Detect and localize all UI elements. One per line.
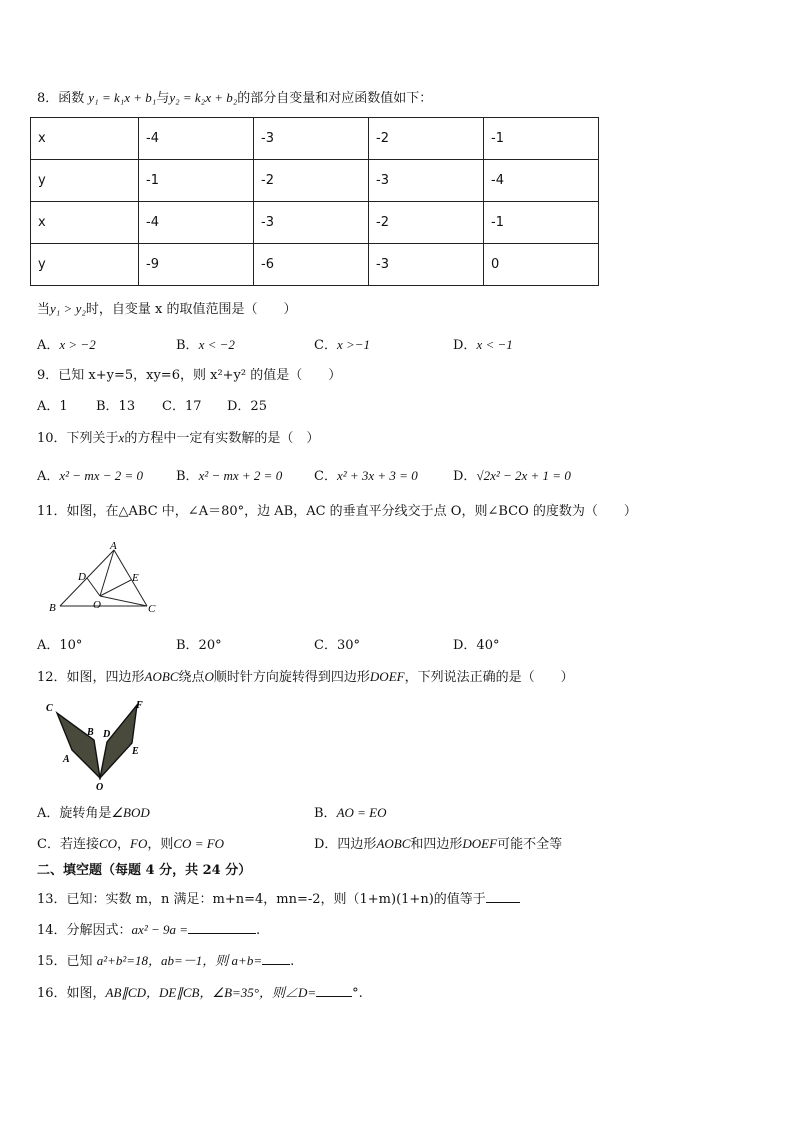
q13-stem (37, 888, 520, 909)
table-cell: 0 (484, 244, 599, 286)
q8-question-prefix: 当 (37, 302, 51, 317)
q14-suffix: . (256, 923, 261, 938)
table-cell: -3 (369, 244, 484, 286)
label-b: B (49, 602, 56, 614)
table-cell: x (31, 118, 139, 160)
table-cell: -2 (254, 160, 369, 202)
label-o: O (96, 782, 104, 792)
q14-stem (37, 919, 260, 940)
q8-option-c[interactable] (314, 336, 370, 355)
q16-text: 16．如图， (37, 986, 106, 1001)
q9-option-a[interactable]: A．1 (37, 399, 68, 414)
option-letter: B． (176, 338, 199, 353)
q10-stem-suffix: 的方程中一定有实数解的是（ ） (124, 431, 320, 446)
q12-point: O (204, 669, 214, 684)
option-text: x > −2 (59, 337, 96, 352)
option-text: x >−1 (336, 337, 371, 352)
option-text: x < −2 (198, 337, 235, 352)
option-text: x² + 3x + 3 = 0 (336, 468, 418, 483)
q9-option-b[interactable]: B．13 (96, 399, 136, 414)
q8-stem (37, 89, 432, 108)
q8-eq1: y₁ = k₁x + b₁ (88, 90, 157, 105)
table-cell: y (31, 160, 139, 202)
q11-stem: 11．如图，在△ABC 中，∠A＝80°，边 AB，AC 的垂直平分线交于点 O，则∠BCO 的度数为（ ） (37, 504, 637, 519)
q8-question-cond: y₁ > y₂ (50, 301, 86, 316)
label-o: O (93, 599, 101, 611)
q9-option-d[interactable]: D．25 (227, 399, 267, 414)
option-letter: B． (176, 469, 199, 484)
q8-stem-suffix: 的部分自变量和对应函数值如下： (237, 91, 433, 106)
q8-value-table (30, 117, 599, 286)
q10-stem-prefix: 10．下列关于 (37, 431, 119, 446)
option-text: ， (117, 837, 131, 852)
option-text: 可能不全等 (497, 837, 563, 852)
q10-option-c[interactable] (314, 467, 418, 486)
q12-stem (37, 668, 574, 687)
option-letter: A． (37, 338, 60, 353)
option-text: x < −1 (476, 337, 513, 352)
q16-expr: AB∥CD，DE∥CB，∠B=35°，则∠D= (105, 985, 317, 1000)
answer-blank[interactable] (316, 982, 352, 997)
q12-quad2: DOEF (369, 669, 405, 684)
label-c: C (46, 703, 53, 714)
q10-option-a[interactable] (37, 467, 143, 486)
table-cell: -4 (139, 118, 254, 160)
q12-option-d[interactable] (314, 835, 562, 854)
label-e: E (132, 746, 139, 757)
q12-quad1: AOBC (144, 669, 179, 684)
option-math: DOEF (462, 836, 498, 851)
q8-mid: 与 (156, 91, 170, 106)
label-e: E (132, 572, 139, 584)
table-row (31, 244, 599, 286)
q11-option-b[interactable]: B．20° (176, 638, 222, 653)
q16-suffix: °. (352, 986, 363, 1001)
option-math: ∠BOD (111, 805, 150, 820)
label-f: F (136, 700, 143, 711)
label-c: C (148, 603, 156, 615)
table-row (31, 118, 599, 160)
q14-expr: ax² − 9a = (131, 922, 189, 937)
option-math: AOBC (376, 836, 411, 851)
label-a: A (110, 540, 117, 552)
q10-option-b[interactable] (176, 467, 282, 486)
q10-stem (37, 429, 319, 448)
q13-text: 13．已知：实数 m，n 满足：m+n=4，mn=-2，则（1+m)(1+n)的值等于 (37, 892, 486, 907)
label-d: D (103, 729, 111, 740)
q12-option-c[interactable] (37, 835, 224, 854)
option-text: √2x² − 2x + 1 = 0 (476, 468, 571, 483)
option-math: CO = FO (173, 836, 225, 851)
q11-triangle-figure (46, 540, 166, 618)
q9-stem: 9．已知 x+y=5，xy=6，则 x²+y² 的值是（ ） (37, 368, 342, 383)
label-d: D (78, 571, 86, 583)
table-cell: y (31, 244, 139, 286)
table-cell: -3 (369, 160, 484, 202)
table-cell: -3 (254, 202, 369, 244)
table-cell: -3 (254, 118, 369, 160)
option-letter: D． (453, 469, 477, 484)
q11-option-a[interactable]: A．10° (37, 638, 83, 653)
segment-do (87, 578, 100, 596)
table-cell: -9 (139, 244, 254, 286)
q9-option-c[interactable]: C．17 (162, 399, 202, 414)
option-letter: A． (37, 469, 60, 484)
q8-option-b[interactable] (176, 336, 235, 355)
option-text: C．若连接 (37, 837, 99, 852)
option-letter: C． (314, 338, 337, 353)
table-row (31, 160, 599, 202)
q12-option-b[interactable] (314, 804, 387, 823)
option-text: D．四边形 (314, 837, 377, 852)
option-math: CO (98, 836, 118, 851)
option-text: ，则 (147, 837, 174, 852)
table-cell: -4 (139, 202, 254, 244)
q12-stem-mid2: 顺时针方向旋转得到四边形 (213, 670, 370, 685)
q10-var: x (118, 430, 125, 445)
label-b: B (87, 727, 94, 738)
q15-stem (37, 950, 294, 971)
q12-option-a[interactable] (37, 804, 150, 823)
table-cell: -6 (254, 244, 369, 286)
option-math: FO (130, 836, 148, 851)
q15-suffix: . (290, 954, 295, 969)
edge-ac (114, 550, 147, 606)
table-cell: -1 (139, 160, 254, 202)
section-heading: 二、填空题（每题 4 分，共 24 分） (37, 863, 252, 878)
answer-blank[interactable] (486, 888, 520, 903)
answer-blank[interactable] (262, 950, 290, 965)
option-text: 和四边形 (410, 837, 463, 852)
table-cell: -1 (484, 118, 599, 160)
table-cell: x (31, 202, 139, 244)
q8-question (37, 300, 296, 319)
table-row (31, 202, 599, 244)
option-text: x² − mx + 2 = 0 (198, 468, 283, 483)
option-letter: D． (453, 338, 477, 353)
option-text: B． (314, 806, 337, 821)
table-cell: -1 (484, 202, 599, 244)
option-text: x² − mx − 2 = 0 (59, 468, 144, 483)
q12-rotation-figure (44, 698, 156, 792)
q12-stem-prefix: 12．如图，四边形 (37, 670, 145, 685)
answer-blank[interactable] (188, 919, 256, 934)
q8-question-suffix: 时，自变量 x 的取值范围是（ ） (85, 302, 297, 317)
q8-option-a[interactable] (37, 336, 96, 355)
q8-option-d[interactable] (453, 336, 513, 355)
q15-text: 15．已知 (37, 954, 97, 969)
q15-expr: a²+b²=18，ab=－1，则 a+b= (96, 953, 263, 968)
option-text: A．旋转角是 (37, 806, 112, 821)
option-letter: C． (314, 469, 337, 484)
q10-option-d[interactable] (453, 467, 571, 486)
label-a: A (63, 754, 70, 765)
option-math: AO = EO (336, 805, 387, 820)
segment-oc (100, 596, 147, 606)
q8-eq2: y₂ = k₂x + b₂ (169, 90, 238, 105)
q12-stem-mid1: 绕点 (178, 670, 205, 685)
q8-stem-prefix: 8．函数 (37, 91, 89, 106)
table-cell: -2 (369, 118, 484, 160)
q11-option-d[interactable]: D．40° (453, 638, 500, 653)
q16-stem (37, 982, 363, 1003)
q11-option-c[interactable]: C．30° (314, 638, 360, 653)
table-cell: -2 (369, 202, 484, 244)
q14-text: 14．分解因式： (37, 923, 132, 938)
q12-stem-suffix: ，下列说法正确的是（ ） (404, 670, 574, 685)
table-cell: -4 (484, 160, 599, 202)
